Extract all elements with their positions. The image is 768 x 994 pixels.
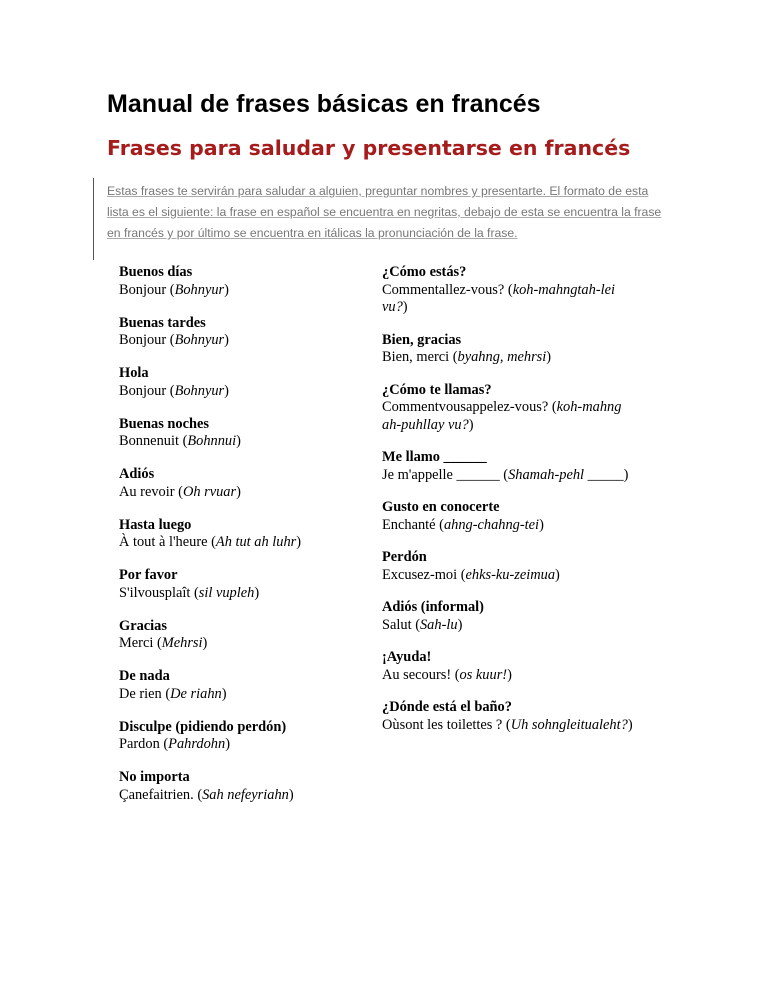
french-phrase-line: Bien, merci (byahng, mehrsi) <box>382 349 552 365</box>
spanish-phrase: Adiós (informal) <box>382 599 484 615</box>
spanish-phrase: Hasta luego <box>119 516 192 533</box>
french-phrase-line: Bonjour (Bohnyur) <box>119 281 229 298</box>
french-phrase-line: Bonnenuit (Bohnnui) <box>119 433 241 449</box>
french-phrase: Çanefaitrien. <box>119 786 194 803</box>
french-phrase: Commentvousappelez-vous? <box>382 399 549 415</box>
french-phrase-line: Oùsont les toilettes ? (Uh sohngleitualeht?) <box>382 716 633 733</box>
spanish-phrase: ¿Cómo te llamas? <box>382 381 492 398</box>
phrase-entry <box>382 499 642 534</box>
spanish-phrase: Me llamo ______ <box>382 449 487 465</box>
pronunciation: Shamah-pehl <box>508 466 585 483</box>
phrase-entry <box>119 618 359 653</box>
pronunciation: Bohnyur <box>174 332 225 348</box>
left-phrase-column <box>119 264 359 820</box>
french-phrase-line: De rien (De riahn) <box>119 685 227 702</box>
pronunciation: ahng-chahng-tei <box>443 516 540 533</box>
phrase-entry <box>119 416 359 451</box>
phrase-entry <box>382 264 642 317</box>
spanish-phrase: Buenas tardes <box>119 314 206 331</box>
pronunciation: Uh sohngleitualeht? <box>510 716 628 733</box>
spanish-phrase: Disculpe (pidiendo perdón) <box>119 718 287 735</box>
french-phrase-line: Commentallez-vous? (koh-mahngtah-lei vu?) <box>382 281 615 315</box>
quote-bar <box>93 178 94 260</box>
phrase-entry <box>382 699 642 734</box>
french-phrase-line: Pardon (Pahrdohn) <box>119 736 230 752</box>
french-phrase-line: Au secours! (os kuur!) <box>382 666 512 683</box>
spanish-phrase: Gracias <box>119 617 167 634</box>
intro-paragraph[interactable]: Estas frases te servirán para saludar a alguien, preguntar nombres y presentarte. El formato de esta lista es el siguiente: la frase en español se encuentra en negritas, debajo de esta se encuentra la frase en francés y por último se encuentra en itálicas la pronunciación de la frase. <box>107 184 662 240</box>
spanish-phrase: Bien, gracias <box>382 331 462 348</box>
french-phrase: Au secours! <box>382 666 452 683</box>
pronunciation: Sah nefeyriahn <box>202 786 289 803</box>
french-phrase-line: À tout à l'heure (Ah tut ah luhr) <box>119 534 302 550</box>
french-phrase: Salut <box>382 616 412 633</box>
spanish-phrase: Gusto en conocerte <box>382 499 500 515</box>
french-phrase-line: Salut (Sah-lu) <box>382 616 463 633</box>
spanish-phrase: Buenas noches <box>119 415 209 432</box>
french-phrase: Au revoir <box>119 483 175 500</box>
spanish-phrase: ¿Dónde está el baño? <box>382 699 512 715</box>
french-phrase: Enchanté <box>382 516 436 533</box>
pronunciation: Bohnnui <box>187 433 237 449</box>
spanish-phrase: ¡Ayuda! <box>382 649 432 665</box>
phrase-entry <box>119 315 359 350</box>
phrase-entry <box>382 599 642 634</box>
french-phrase: Oùsont les toilettes ? <box>382 716 503 733</box>
phrase-entry <box>382 549 642 584</box>
pronunciation: sil vupleh <box>198 584 255 601</box>
phrase-entry <box>382 449 642 484</box>
french-phrase-line: Au revoir (Oh rvuar) <box>119 483 241 500</box>
pronunciation: Bohnyur <box>174 382 225 399</box>
phrase-entry <box>382 649 642 684</box>
phrase-entry <box>119 719 359 754</box>
french-phrase: Bien, merci <box>382 349 450 365</box>
pronunciation: koh-mahng ah-puhllay vu? <box>382 399 622 433</box>
spanish-phrase: Adiós <box>119 466 155 482</box>
spanish-phrase: Perdón <box>382 549 427 565</box>
french-phrase-line: S'ilvousplaît (sil vupleh) <box>119 584 260 601</box>
french-phrase: Je m'appelle ______ <box>382 466 500 483</box>
french-phrase-line: Enchanté (ahng-chahng-tei) <box>382 516 544 533</box>
spanish-phrase: De nada <box>119 668 170 684</box>
pronunciation: os kuur! <box>459 666 508 683</box>
pronunciation: koh-mahngtah-lei vu? <box>382 281 615 315</box>
french-phrase: Commentallez-vous? <box>382 281 505 298</box>
french-phrase: S'ilvousplaît <box>119 584 191 601</box>
french-phrase: Bonjour <box>119 281 167 298</box>
french-phrase: Bonjour <box>119 382 167 399</box>
pronunciation: De riahn <box>170 685 222 702</box>
phrase-entry <box>119 517 359 552</box>
french-phrase: Merci <box>119 635 154 651</box>
pronunciation: Bohnyur <box>174 281 225 298</box>
french-phrase: Pardon <box>119 736 160 752</box>
french-phrase: Bonnenuit <box>119 433 179 449</box>
phrase-entry <box>119 466 359 501</box>
phrase-entry <box>119 668 359 703</box>
french-phrase-line: Excusez-moi (ehks-ku-zeimua) <box>382 566 560 583</box>
pronunciation: byahng, mehrsi <box>457 349 547 365</box>
french-phrase: À tout à l'heure <box>119 534 208 550</box>
spanish-phrase: Buenos días <box>119 264 193 280</box>
pronunciation: Oh rvuar <box>182 483 237 500</box>
french-phrase: Excusez-moi <box>382 566 458 583</box>
french-phrase-line: Je m'appelle ______ (Shamah-pehl _____) <box>382 466 629 483</box>
phrase-entry <box>119 365 359 400</box>
pronunciation: Ah tut ah luhr <box>215 534 297 550</box>
phrase-entry <box>382 332 642 367</box>
pronunciation-suffix: _____ <box>584 466 624 483</box>
phrase-entry <box>119 769 359 804</box>
pronunciation: Sah-lu <box>419 616 458 633</box>
spanish-phrase: Por favor <box>119 567 178 583</box>
french-phrase-line: Commentvousappelez-vous? (koh-mahng ah-puhllay vu?) <box>382 399 622 433</box>
french-phrase: Bonjour <box>119 332 167 348</box>
page-title: Manual de frases básicas en francés <box>107 90 541 118</box>
french-phrase-line: Merci (Mehrsi) <box>119 635 208 651</box>
french-phrase-line: Bonjour (Bohnyur) <box>119 332 229 348</box>
french-phrase: De rien <box>119 685 162 702</box>
phrase-entry <box>119 264 359 299</box>
pronunciation: ehks-ku-zeimua <box>465 566 556 583</box>
section-heading: Frases para saludar y presentarse en francés <box>107 136 631 160</box>
spanish-phrase: ¿Cómo estás? <box>382 264 467 280</box>
right-phrase-column <box>382 264 642 749</box>
spanish-phrase: No importa <box>119 769 190 785</box>
french-phrase-line: Bonjour (Bohnyur) <box>119 382 229 399</box>
pronunciation: Pahrdohn <box>168 736 226 752</box>
spanish-phrase: Hola <box>119 365 149 381</box>
french-phrase-line: Çanefaitrien. (Sah nefeyriahn) <box>119 786 294 803</box>
pronunciation: Mehrsi <box>161 635 203 651</box>
phrase-entry <box>119 567 359 602</box>
phrase-entry <box>382 382 642 435</box>
